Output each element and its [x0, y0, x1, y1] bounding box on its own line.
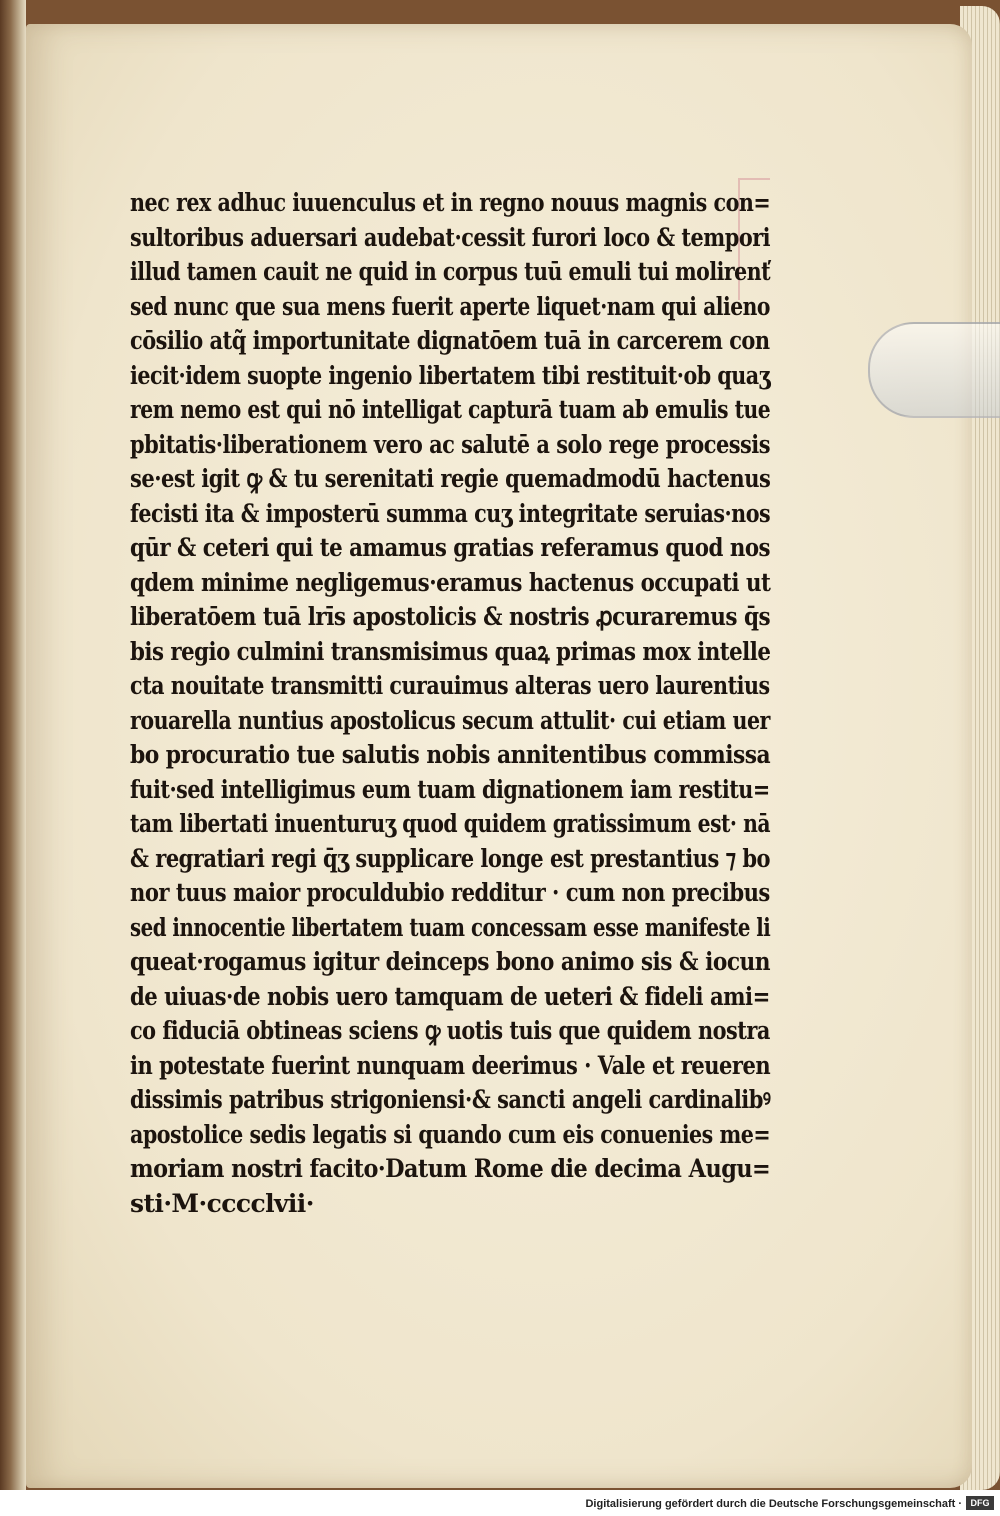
text-line: qūr & ceteri qui te amamus gratias referamus quod nos [130, 533, 771, 562]
dfg-logo: DFG [966, 1496, 994, 1510]
text-line: iecit·idem suopte ingenio libertatem tibi restituit·ob quaʒ [130, 360, 770, 390]
text-line: sti·M·cccclvii· [130, 1188, 314, 1218]
text-line: & regratiari regi q̄ʒ supplicare longe est prestantius ⁊ bo [130, 843, 771, 873]
incunabula-text [130, 186, 770, 1221]
text-line: pbitatis·liberationem vero ac salutē a solo rege processis [130, 429, 771, 459]
book-binding-edge [0, 0, 26, 1490]
text-line: liberatōem tuā lrīs apostolicis & nostris ꝓcuraremus q̄s [130, 602, 771, 631]
text-line: cōsilio atq̃ importunitate dignatōem tuā in carcerem con [130, 326, 770, 355]
text-line: rouarella nuntius apostolicus secum attulit· cui etiam uer [130, 705, 770, 735]
text-line: tam libertati inuenturuʒ quod quidem gratissimum est· nā [130, 809, 771, 838]
dfg-credit: Digitalisierung gefördert durch die Deutsche Forschungsgemeinschaft · [585, 1498, 962, 1510]
text-line: apostolice sedis legatis si quando cum eis conuenies me= [130, 1119, 771, 1149]
text-line: rem nemo est qui nō intelligat capturā tuam ab emulis tue [130, 395, 771, 424]
text-line: moriam nostri facito·Datum Rome die decima Augu= [130, 1154, 771, 1183]
text-line: fuit·sed intelligimus eum tuam dignationem iam restitu= [130, 774, 770, 804]
text-line: nec rex adhuc iuuenculus et in regno nouus magnis con= [130, 188, 771, 217]
text-line: queat·rogamus igitur deinceps bono animo sis & iocun [130, 947, 771, 976]
page-clip [868, 322, 1000, 418]
text-line: co fiduciā obtineas sciens ꝙ uotis tuis que quidem nostra [130, 1016, 770, 1045]
text-line: sultoribus aduersari audebat·cessit furori loco & tempori [130, 222, 771, 252]
text-line: fecisti ita & imposterū summa cuʒ integritate seruias·nos [130, 498, 771, 528]
text-line: dissimis patribus strigoniensi·& sancti angeli cardinalibꝰ [130, 1085, 771, 1114]
text-line: bo procuratio tue salutis nobis annitentibus commissa [130, 740, 771, 769]
text-line: illud tamen cauit ne quid in corpus tuū emuli tui molirenť [130, 257, 771, 286]
text-line: sed innocentie libertatem tuam concessam esse manifeste li [130, 912, 771, 942]
text-line: sed nunc que sua mens fuerit aperte liquet·nam qui alieno [130, 291, 770, 321]
text-line: cta nouitate transmitti curauimus alteras uero laurentius [130, 671, 770, 700]
text-line: in potestate fuerint nunquam deerimus · Vale et reueren [130, 1050, 771, 1080]
text-line: de uiuas·de nobis uero tamquam de ueteri & fideli ami= [130, 981, 770, 1011]
text-line: se·est igit ꝙ & tu serenitati regie quemadmodū hactenus [130, 464, 771, 493]
text-line: bis regio culmini transmisimus quaꝝ primas mox intelle [130, 636, 771, 666]
text-line: qdem minime negligemus·eramus hactenus occupati ut [130, 567, 771, 597]
text-line: nor tuus maior proculdubio redditur · cum non precibus [130, 878, 770, 907]
